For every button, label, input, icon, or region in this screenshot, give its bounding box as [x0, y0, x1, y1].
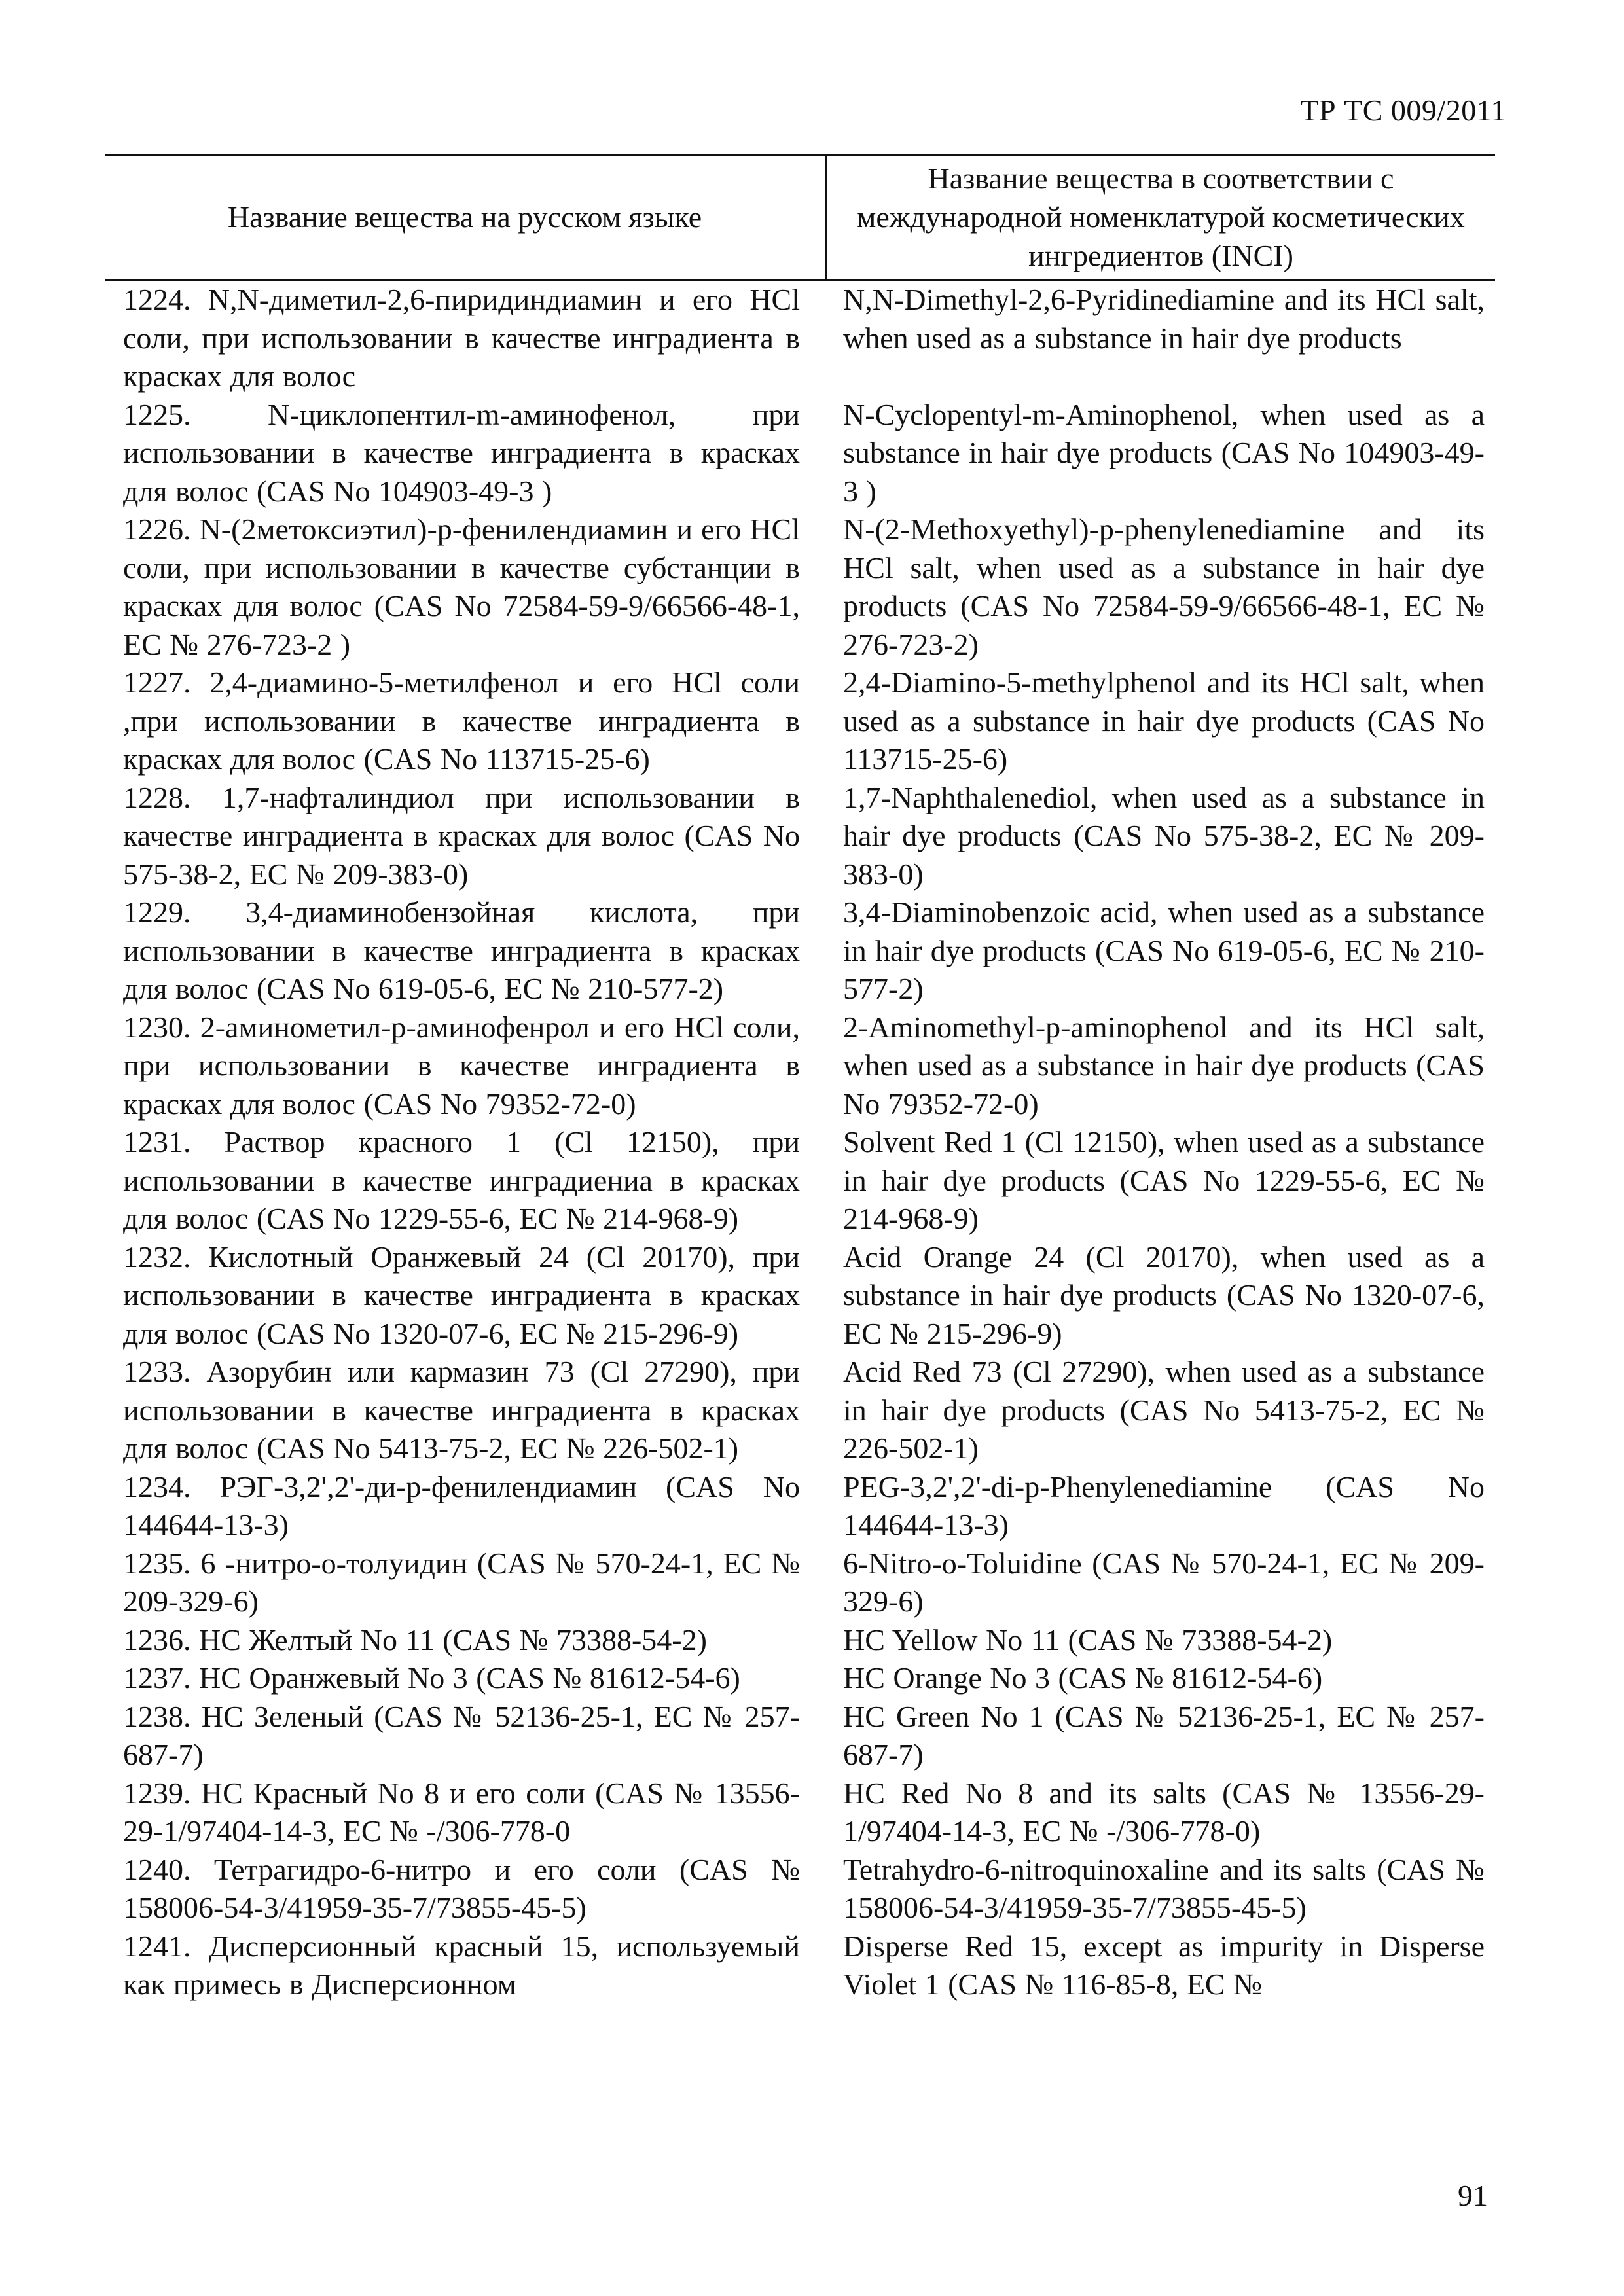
substance-name-inci: 6-Nitro-o-Toluidine (CAS № 570-24-1, EC № 209-329-6) [843, 1546, 1485, 1618]
substance-name-russian: 1235. 6 -нитро-о-толуидин (CAS № 570-24-1, ЕС № 209-329-6) [123, 1546, 800, 1618]
substance-name-inci: HC Red No 8 and its salts (CAS № 13556-29-1/97404-14-3, EC № -/306-778-0) [843, 1776, 1485, 1848]
substance-name-inci: HC Green No 1 (CAS № 52136-25-1, EC № 257-687-7) [843, 1699, 1485, 1771]
table-row [105, 1238, 1495, 1354]
table-row [105, 281, 1495, 396]
substance-name-russian: 1229. 3,4-диаминобензойная кислота, при использовании в качестве ингрaдиента в красках для волос (CAS No 619-05-6, ЕС № 210-577-2) [123, 895, 800, 1005]
substance-name-inci: Solvent Red 1 (Cl 12150), when used as a substance in hair dye products (CAS No 1229-55-6, EC № 214-968-9) [843, 1125, 1485, 1235]
substance-name-russian: 1241. Дисперсионный красный 15, используемый как примесь в Дисперсионном [123, 1929, 800, 2001]
table-row [105, 1009, 1495, 1124]
substance-name-inci: 2-Aminomethyl-p-aminophenol and its HCl salt, when used as a substance in hair dye products (CAS No 79352-72-0) [843, 1010, 1485, 1121]
substance-name-russian: 1237. НС Оранжевый No 3 (CAS № 81612-54-6) [123, 1661, 740, 1695]
substance-name-russian: 1233. Азорубин или кармазин 73 (Cl 27290), при использовании в качестве ингрaдиента в красках для волос (CAS No 5413-75-2, ЕС № 226-502-1) [123, 1355, 800, 1465]
substance-name-inci: HC Orange No 3 (CAS № 81612-54-6) [843, 1661, 1323, 1695]
substance-name-inci: N-(2-Methoxyethyl)-p-phenylenediamine and its HCl salt, when used as a substance in hair dye products (CAS No 72584-59-9/66566-48-1, EC № 276-723-2) [843, 512, 1485, 661]
substance-name-inci: HC Yellow No 11 (CAS № 73388-54-2) [843, 1623, 1333, 1657]
substance-name-inci: N,N-Dimethyl-2,6-Pyridinediamine and its HCl salt, when used as a substance in hair dye products [843, 283, 1485, 355]
substance-name-inci: Disperse Red 15, except as impurity in Disperse Violet 1 (CAS № 116-85-8, EC № [843, 1929, 1485, 2001]
table-row [105, 396, 1495, 511]
substance-name-russian: 1231. Раствор красного 1 (Cl 12150), при использовании в качестве ингрaдиениа в красках для волос (CAS No 1229-55-6, ЕС № 214-968-9) [123, 1125, 800, 1235]
table-row [105, 511, 1495, 664]
substance-name-inci: Acid Orange 24 (Cl 20170), when used as a substance in hair dye products (CAS No 1320-07-6, EC № 215-296-9) [843, 1240, 1485, 1350]
table-row [105, 1659, 1495, 1698]
substance-name-russian: 1226. N-(2метоксиэтил)-р-фенилендиамин и его HCl соли, при использовании в качестве субстанции в красках для волос (CAS No 72584-59-9/66566-48-1, ЕС № 276-723-2 ) [123, 512, 800, 661]
table-row [105, 1698, 1495, 1774]
table-row [105, 664, 1495, 779]
table-row [105, 1774, 1495, 1851]
table-row [105, 1621, 1495, 1660]
table-row [105, 1468, 1495, 1545]
table-row [105, 1545, 1495, 1621]
page-number: 91 [1458, 2179, 1488, 2212]
substance-name-inci: Acid Red 73 (Cl 27290), when used as a substance in hair dye products (CAS No 5413-75-2, EC № 226-502-1) [843, 1355, 1485, 1465]
substance-name-russian: 1227. 2,4-диамино-5-метилфенол и его HCl соли ,при использовании в качестве ингрaдиента в красках для волос (CAS No 113715-25-6) [123, 666, 800, 776]
substance-name-russian: 1225. N-циклопентил-m-аминофенол, при использовании в качестве ингрaдиента в красках для волос (CAS No 104903-49-3 ) [123, 397, 800, 508]
substance-name-russian: 1238. НС Зеленый (CAS № 52136-25-1, ЕС № 257-687-7) [123, 1699, 800, 1771]
table-row [105, 1928, 1495, 2004]
substances-table [105, 154, 1495, 2004]
header-russian-name: Название вещества на русском языке [227, 200, 702, 234]
substance-name-russian: 1232. Кислотный Оранжевый 24 (Cl 20170), при использовании в качестве ингрaдиента в красках для волос (CAS No 1320-07-6, ЕС № 215-296-9) [123, 1240, 800, 1350]
substance-name-inci: Tetrahydro-6-nitroquinoxaline and its salts (CAS № 158006-54-3/41959-35-7/73855-45-5) [843, 1852, 1485, 1924]
document-code: ТР ТС 009/2011 [1300, 94, 1506, 127]
substance-name-russian: 1240. Тетрагидро-6-нитро и его соли (CAS № 158006-54-3/41959-35-7/73855-45-5) [123, 1852, 800, 1924]
substance-name-russian: 1234. РЭГ-3,2',2'-ди-р-фенилендиамин (CAS No 144644-13-3) [123, 1469, 800, 1541]
substance-name-russian: 1239. НС Красный No 8 и его соли (CAS № 13556-29-1/97404-14-3, ЕС № -/306-778-0 [123, 1776, 800, 1848]
substance-name-inci: N-Cyclopentyl-m-Aminophenol, when used as a substance in hair dye products (CAS No 104903-49-3 ) [843, 397, 1485, 508]
table-row [105, 893, 1495, 1009]
substance-name-russian: 1236. НС Желтый No 11 (CAS № 73388-54-2) [123, 1623, 707, 1657]
substance-name-russian: 1230. 2-аминометил-р-аминофенрол и его HCl соли, при использовании в качестве ингрaдиента в красках для волос (CAS No 79352-72-0) [123, 1010, 800, 1121]
table-row [105, 1123, 1495, 1238]
substance-name-inci: PEG-3,2',2'-di-p-Phenylenediamine (CAS No 144644-13-3) [843, 1469, 1485, 1541]
substance-name-inci: 3,4-Diaminobenzoic acid, when used as a substance in hair dye products (CAS No 619-05-6, EC № 210-577-2) [843, 895, 1485, 1005]
substance-name-inci: 1,7-Naphthalenediol, when used as a substance in hair dye products (CAS No 575-38-2, EC № 209-383-0) [843, 780, 1485, 891]
table-body [105, 281, 1495, 2004]
substance-name-russian: 1228. 1,7-нафталиндиол при использовании в качестве ингрaдиента в красках для волос (CAS No 575-38-2, ЕС № 209-383-0) [123, 780, 800, 891]
table-row [105, 1353, 1495, 1468]
header-inci-name: Название вещества в соответствии с международной номенклатурой косметических ингредиентов (INCI) [825, 156, 1495, 279]
table-header [105, 154, 1495, 281]
substance-name-russian: 1224. N,N-диметил-2,6-пиридиндиамин и его HCl соли, при использовании в качестве ингрaдиента в красках для волос [123, 283, 800, 393]
table-row [105, 1851, 1495, 1928]
substance-name-inci: 2,4-Diamino-5-methylphenol and its HCl salt, when used as a substance in hair dye products (CAS No 113715-25-6) [843, 666, 1485, 776]
table-row [105, 779, 1495, 894]
